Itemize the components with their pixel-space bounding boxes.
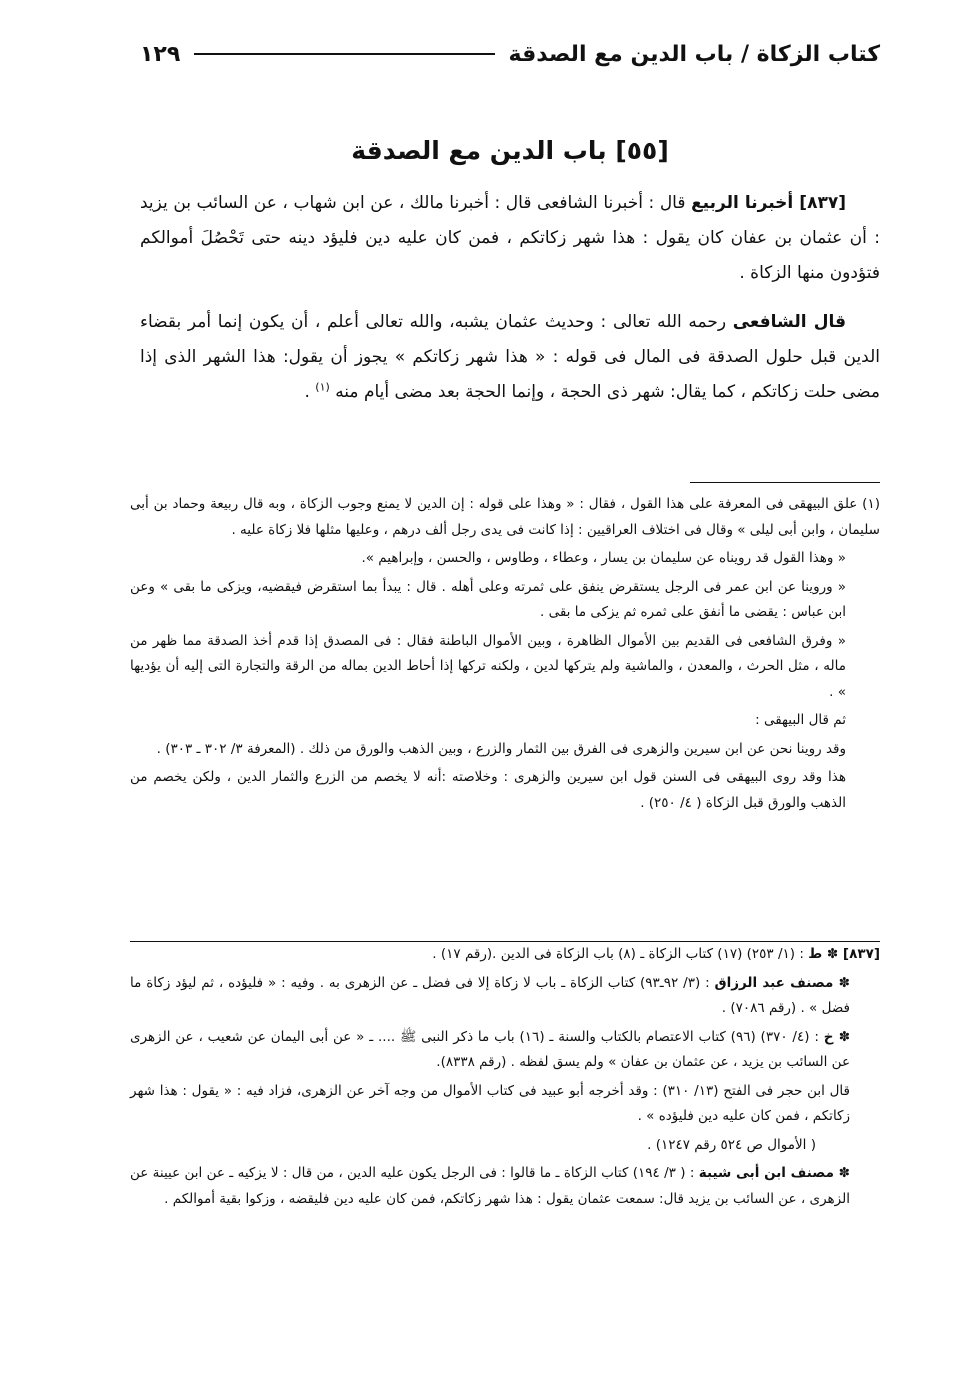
source-text: : (٤/ ٣٧٠) (٩٦) كتاب الاعتصام بالكتاب والسنة ـ (١٦) باب ما ذكر النبى ﷺ .... ـ « عن أبى اليمان عن شعيب ، عن الزهرى عن السائب بن يزيد ، عن عثمان بن عفان » ولم يسق لفظه . (رقم ٨٣٣٨). <box>130 1028 850 1070</box>
source-lead: [٨٣٧] ✽ ط <box>808 946 880 962</box>
footnote-1: (١) علق البيهقى فى المعرفة على هذا القول ، فقال : « وهذا على قوله : إن الدين لا يمنع وجوب الزكاة ، وبه قال ربيعة وحماد بن أبى سليمان ، وابن أبى ليلى » وقال فى اختلاف العراقيين : إذا كانت فى يدى رجل ألف درهم ، وعليها مثلها فلا زكاة عليه . <box>130 496 880 538</box>
source-text: : (٣/ ٩٢ـ٩٣) كتاب الزكاة ـ باب لا زكاة إلا فى فضل ـ عن الزهرى به . وفيه : « فليؤده ، ثم ليؤد زكاة ما فضل » . (رقم ٧٠٨٦) . <box>130 974 850 1016</box>
source-entry <box>130 971 880 1022</box>
footnotes <box>130 492 880 819</box>
footnote-line: ثم قال البيهقى : <box>755 712 846 728</box>
hadith-text: قال : أخبرنا الشافعى قال : أخبرنا مالك ، عن ابن شهاب ، عن السائب بن يزيد : أن عثمان بن عفان كان يقول : هذا شهر زكاتكم ، فمن كان عليه دين فليؤد دينه حتى تَحْصُلَ أموالكم فتؤدون منها الزكاة . <box>140 193 880 283</box>
source-entry: قال ابن حجر فى الفتح (١٣/ ٣١٠) : وقد أخرجه أبو عبيد فى كتاب الأموال من وجه آخر عن الزهرى، فزاد فيه : « يقول : هذا شهر زكاتكم ، فمن كان عليه دين فليؤده » . <box>130 1082 850 1124</box>
page-number: ١٢٩ <box>140 41 181 67</box>
footnote-quote: « وهذا القول قد رويناه عن سليمان بن يسار ، وعطاء ، وطاوس ، والحسن ، وإبراهيم ». <box>361 550 846 566</box>
source-text: : (١/ ٢٥٣) (١٧) كتاب الزكاة ـ (٨) باب الزكاة فى الدين .(رقم ١٧) . <box>432 946 809 962</box>
source-lead: ✽ مصنف ابن أبى شيبة <box>698 1165 850 1181</box>
source-entry: ( الأموال ص ٥٢٤ رقم ١٢٤٧) . <box>647 1136 816 1153</box>
main-text <box>140 186 880 424</box>
header-rule <box>194 53 494 55</box>
footnote-quote: « وروينا عن ابن عمر فى الرجل يستقرض ينفق على ثمرته وعلى أهله . قال : يبدأ بما استقرض فيقضيه، ويزكى ما بقى » وعن ابن عباس : يقضى ما أنفق على ثمره ثم يزكى ما بقى . <box>130 578 846 620</box>
source-references <box>130 941 880 1215</box>
footnote-line: هذا وقد روى البيهقى فى السنن قول ابن سيرين والزهرى : وخلاصته :أنه لا يخصم من الزرع والثمار الدين ، ولكن يخصم من الذهب والورق قبل الزكاة ( ٤/ ٢٥٠) . <box>130 769 846 811</box>
source-entry <box>130 942 880 968</box>
commentary-paragraph <box>140 305 880 410</box>
hadith-lead: [٨٣٧] أخبرنا الربيع <box>691 193 846 213</box>
running-header-title: كتاب الزكاة / باب الدين مع الصدقة <box>508 41 880 67</box>
source-entry <box>130 1025 880 1076</box>
chapter-title: [٥٥] باب الدين مع الصدقة <box>351 136 669 165</box>
source-lead: ✽ مصنف عبد الرزاق <box>714 974 850 991</box>
commentary-lead: قال الشافعى <box>732 312 846 332</box>
footnote-separator <box>690 482 880 483</box>
source-lead: ✽ خ <box>823 1028 851 1045</box>
hadith-paragraph <box>140 186 880 291</box>
source-entry <box>130 1161 880 1212</box>
footnote-marker: (١) <box>315 380 330 394</box>
running-header <box>140 34 880 74</box>
commentary-end: . <box>304 382 316 402</box>
footnote-line: وقد روينا نحن عن ابن سيرين والزهرى فى الفرق بين الثمار والزرع ، وبين الذهب والورق من ذلك . (المعرفة ٣/ ٣٠٢ ـ ٣٠٣) . <box>156 740 846 757</box>
source-text: : ( ٣/ ١٩٤) كتاب الزكاة ـ ما قالوا : فى الرجل يكون عليه الدين ، من قال : لا يزكيه ـ عن ابن عيينة عن الزهرى ، عن السائب بن يزيد قال: سمعت عثمان يقول : هذا شهر زكاتكم، فمن كان عليه دين فليقضه ، وزكوا بقية أموالكم . <box>130 1165 850 1207</box>
footnote-quote: « وفرق الشافعى فى القديم بين الأموال الظاهرة ، وبين الأموال الباطنة فقال : فى المصدق إذا قدم أخذ الصدقة مما ظهر من ماله ، مثل الحرث ، والمعدن ، والماشية ولم يتركها لدين ، ولكنه تركها إذا أحاط الدين بماله من الرقة والتجارة التى إليه أن يؤديها » . <box>130 632 846 700</box>
commentary-text: رحمه الله تعالى : وحديث عثمان يشبه، والله تعالى أعلم ، أن يكون إنما أمر بقضاء الدين قبل حلول الصدقة فى المال فى قوله : « هذا شهر زكاتكم » يجوز أن يقول: هذا الشهر الذى إذا مضى حلت زكاتكم ، كما يقال: شهر ذى الحجة ، وإنما الحجة بعد مضى أيام منه <box>140 312 880 402</box>
